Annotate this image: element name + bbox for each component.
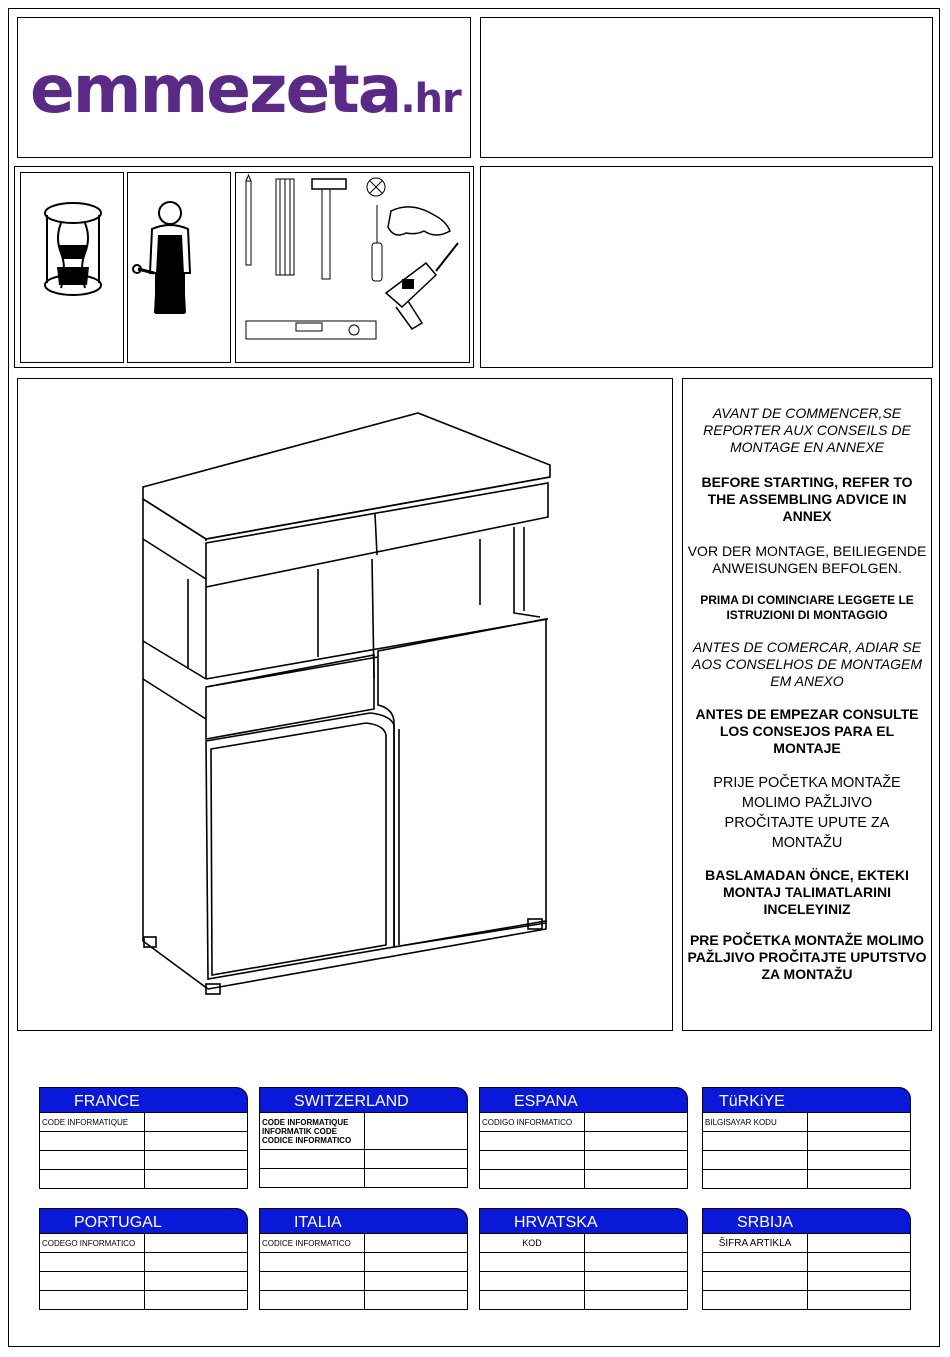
country-header: FRANCE	[39, 1087, 248, 1112]
code-label: BILGISAYAR KODU	[703, 1113, 808, 1132]
code-table	[479, 1233, 688, 1310]
hammer-icon	[312, 179, 346, 279]
cabinet-illustration	[18, 379, 674, 1032]
worker-box	[127, 172, 231, 363]
table-cell	[40, 1253, 145, 1272]
note-italian: PRIMA DI COMINCIARE LEGGETE LE ISTRUZIONI DI MONTAGGIO	[700, 593, 914, 622]
country-header: ESPANA	[479, 1087, 688, 1112]
code-label: CODE INFORMATIQUE	[40, 1113, 145, 1132]
table-cell	[145, 1151, 248, 1170]
code-cell[interactable]	[365, 1234, 468, 1253]
table-cell	[808, 1291, 911, 1310]
table-cell	[260, 1272, 365, 1291]
table-cell	[585, 1272, 688, 1291]
table-cell	[703, 1272, 808, 1291]
table-cell	[480, 1132, 585, 1151]
code-cell[interactable]	[808, 1234, 911, 1253]
code-label: KOD	[480, 1234, 585, 1253]
table-cell	[365, 1272, 468, 1291]
country-header: SWITZERLAND	[259, 1087, 468, 1112]
note-portuguese: ANTES DE COMERCAR, ADIAR SE AOS CONSELHOS DE MONTAGEM EM ANEXO	[692, 639, 922, 689]
code-label: CODEGO INFORMATICO	[40, 1234, 145, 1253]
spirit-level-icon	[246, 321, 376, 339]
no-sign-icon	[367, 178, 385, 196]
country-header: PORTUGAL	[39, 1208, 248, 1233]
country-header: TüRKiYE	[702, 1087, 911, 1112]
code-table	[702, 1233, 911, 1310]
screwdriver-icon	[372, 205, 382, 281]
pencil-icon	[246, 175, 251, 265]
table-cell	[480, 1253, 585, 1272]
table-cell	[365, 1291, 468, 1310]
code-label: CODE INFORMATIQUE INFORMATIK CODE CODICE INFORMATICO	[260, 1113, 365, 1150]
table-cell	[703, 1132, 808, 1151]
table-cell	[703, 1170, 808, 1189]
table-cell	[260, 1291, 365, 1310]
code-label: CODIGO INFORMATICO	[480, 1113, 585, 1132]
country-table-hrvatska	[479, 1208, 688, 1310]
code-cell[interactable]	[145, 1113, 248, 1132]
table-cell	[585, 1151, 688, 1170]
table-cell	[480, 1272, 585, 1291]
table-cell	[808, 1170, 911, 1189]
code-table	[479, 1112, 688, 1189]
note-spanish: ANTES DE EMPEZAR CONSULTE LOS CONSEJOS PARA EL MONTAJE	[695, 706, 919, 756]
blank-box-middle-right	[480, 166, 933, 368]
code-cell[interactable]	[585, 1234, 688, 1253]
table-cell	[585, 1291, 688, 1310]
table-cell	[40, 1132, 145, 1151]
country-table-portugal	[39, 1208, 248, 1310]
table-cell	[365, 1169, 468, 1188]
table-cell	[585, 1253, 688, 1272]
brand-logo	[30, 51, 460, 131]
country-table-turkiye	[702, 1087, 911, 1189]
logo-tld: .hr	[400, 76, 461, 122]
table-cell	[260, 1150, 365, 1169]
note-english: BEFORE STARTING, REFER TO THE ASSEMBLING ADVICE IN ANNEX	[701, 474, 913, 524]
table-cell	[585, 1132, 688, 1151]
table-cell	[40, 1272, 145, 1291]
country-table-srbija	[702, 1208, 911, 1310]
table-cell	[703, 1291, 808, 1310]
assembly-advice-notes	[682, 378, 932, 1031]
tools-box	[235, 172, 470, 363]
table-cell	[145, 1170, 248, 1189]
tools-illustration	[236, 173, 471, 364]
country-header: HRVATSKA	[479, 1208, 688, 1233]
code-cell[interactable]	[808, 1113, 911, 1132]
folding-rule-icon	[276, 179, 294, 275]
code-table	[39, 1112, 248, 1189]
table-cell	[40, 1170, 145, 1189]
logo-main: emmezeta	[30, 51, 401, 128]
note-turkish: BASLAMADAN ÖNCE, EKTEKI MONTAJ TALIMATLARINI INCELEYINIZ	[705, 867, 909, 917]
table-cell	[365, 1150, 468, 1169]
table-cell	[480, 1151, 585, 1170]
table-cell	[808, 1151, 911, 1170]
country-header: ITALIA	[259, 1208, 468, 1233]
product-illustration-box	[17, 378, 673, 1031]
safety-glasses-icon	[388, 207, 450, 235]
logo-box	[17, 17, 471, 158]
code-table	[39, 1233, 248, 1310]
table-cell	[808, 1253, 911, 1272]
note-german: VOR DER MONTAGE, BEILIEGENDE ANWEISUNGEN BEFOLGEN.	[687, 543, 927, 576]
code-cell[interactable]	[585, 1113, 688, 1132]
worker-icon	[128, 173, 232, 364]
code-cell[interactable]	[365, 1113, 468, 1150]
table-cell	[145, 1253, 248, 1272]
table-cell	[703, 1151, 808, 1170]
table-cell	[703, 1253, 808, 1272]
table-cell	[480, 1291, 585, 1310]
two-person-assembly-icon	[21, 173, 125, 364]
two-person-box	[20, 172, 124, 363]
country-table-italia	[259, 1208, 468, 1310]
note-french: AVANT DE COMMENCER,SE REPORTER AUX CONSEILS DE MONTAGE EN ANNEXE	[703, 405, 911, 455]
code-cell[interactable]	[145, 1234, 248, 1253]
country-table-espana	[479, 1087, 688, 1189]
code-table	[702, 1112, 911, 1189]
power-drill-icon	[386, 243, 458, 329]
table-cell	[145, 1272, 248, 1291]
country-table-switzerland	[259, 1087, 468, 1188]
table-cell	[260, 1169, 365, 1188]
code-label: CODICE INFORMATICO	[260, 1234, 365, 1253]
table-cell	[145, 1291, 248, 1310]
table-cell	[585, 1170, 688, 1189]
table-cell	[260, 1253, 365, 1272]
blank-box-top-right	[480, 17, 933, 158]
country-header: SRBIJA	[702, 1208, 911, 1233]
table-cell	[480, 1170, 585, 1189]
code-table	[259, 1112, 468, 1188]
table-cell	[808, 1132, 911, 1151]
note-serbian: PRE POČETKA MONTAŽE MOLIMO PAŽLJIVO PROČITAJTE UPUTSTVO ZA MONTAŽU	[687, 932, 927, 982]
table-cell	[808, 1272, 911, 1291]
table-cell	[40, 1151, 145, 1170]
table-cell	[145, 1132, 248, 1151]
table-cell	[365, 1253, 468, 1272]
note-croatian: PRIJE POČETKA MONTAŽE MOLIMO PAŽLJIVO PROČITAJTE UPUTE ZA MONTAŽU	[713, 775, 901, 851]
table-cell	[40, 1291, 145, 1310]
code-table	[259, 1233, 468, 1310]
country-table-france	[39, 1087, 248, 1189]
code-label: ŠIFRA ARTIKLA	[703, 1234, 808, 1253]
